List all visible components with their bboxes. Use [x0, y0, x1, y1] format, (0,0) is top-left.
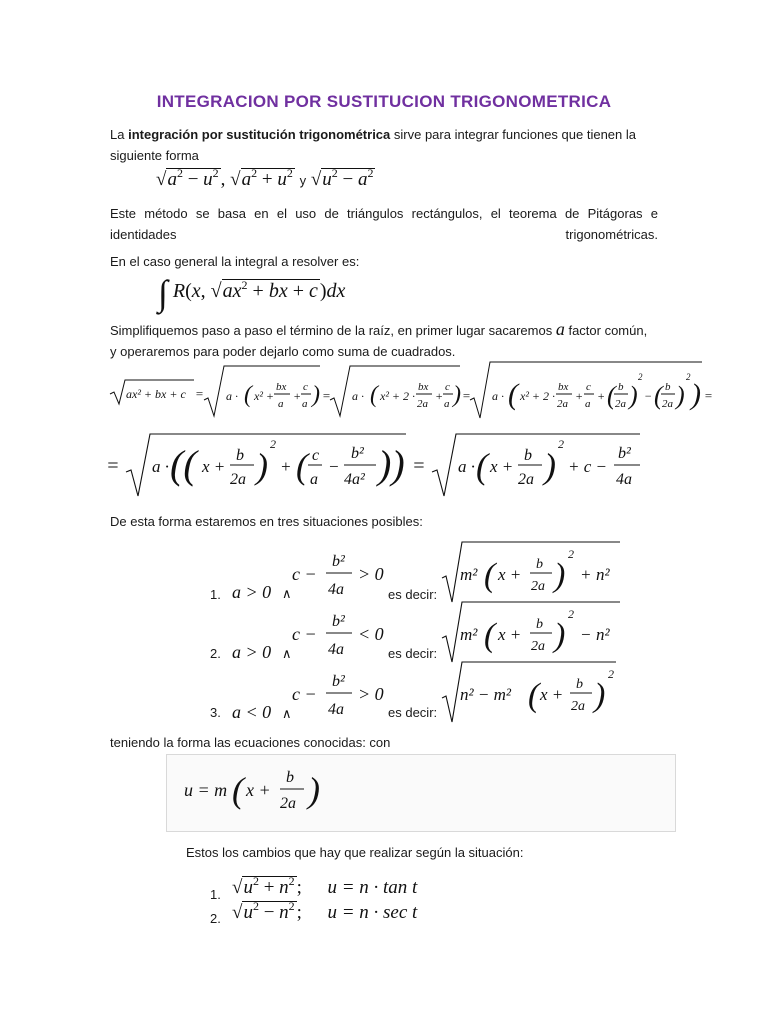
page-title: INTEGRACION POR SUSTITUCION TRIGONOMETRICA [156, 92, 612, 111]
svg-text:2a: 2a [557, 398, 568, 410]
svg-text:(: ( [607, 381, 616, 410]
svg-text:−: − [580, 625, 592, 644]
svg-text:(: ( [484, 557, 496, 594]
simplify-paragraph: Simplifiquemos paso a paso el término de la raíz, en primer lugar sacaremos a factor común, y operaremos para poder dejarlo como suma de cuadrados. [110, 319, 648, 359]
svg-text:x² +: x² + [254, 389, 275, 403]
svg-text:< 0: < 0 [358, 624, 384, 644]
svg-text:4a²: 4a² [344, 471, 365, 488]
svg-text:2: 2 [270, 437, 276, 451]
svg-text:2: 2 [638, 372, 643, 382]
svg-text:(: ( [244, 382, 252, 408]
known-eq-text: teniendo la forma las ecuaciones conocidas: con [110, 735, 391, 750]
svg-text:a ·: a · [492, 389, 504, 403]
svg-text:2a: 2a [571, 699, 585, 714]
svg-text:a ·: a · [226, 389, 238, 403]
svg-text:b²: b² [332, 613, 345, 630]
general-integral: ∫ R(x, $√ax^2$ + bx + c )dx [158, 273, 346, 313]
change-1-substitution: u = n · tan t [327, 877, 418, 898]
svg-text:c: c [312, 447, 320, 464]
situation-2-number: 2. [210, 646, 221, 661]
svg-text:4a: 4a [328, 641, 344, 658]
svg-text:=: = [106, 455, 120, 477]
svg-text:): ) [554, 557, 566, 594]
change-1-number: 1. [210, 887, 221, 902]
svg-text:x +: x + [202, 457, 226, 476]
svg-text:): ) [544, 446, 556, 486]
situation-1-condition [230, 540, 390, 604]
change-1-formula: $√u^2 + n^2$ ; u = n · tan t [232, 874, 418, 898]
svg-text:((: (( [170, 442, 197, 487]
svg-text:a: a [278, 398, 284, 410]
svg-text:> 0: > 0 [358, 564, 384, 584]
svg-text:(: ( [654, 381, 663, 410]
svg-text:b²: b² [332, 553, 345, 570]
svg-text:x +: x + [540, 685, 564, 704]
svg-text:a > 0: a > 0 [232, 642, 272, 662]
svg-text:m²: m² [460, 625, 478, 644]
svg-text:c −: c − [292, 684, 317, 704]
svg-text:a > 0: a > 0 [232, 582, 272, 602]
change-2-formula: $√u^2 - n^2$ ; u = n · sec t [232, 899, 418, 923]
svg-text:−: − [328, 457, 340, 476]
svg-text:c: c [303, 381, 308, 393]
simplify-text-1b: factor común, [568, 323, 648, 338]
svg-text:c −: c − [292, 564, 317, 584]
svg-text:2a: 2a [518, 471, 534, 488]
svg-text:2: 2 [558, 437, 564, 451]
svg-text:2: 2 [568, 547, 574, 561]
svg-text:b²: b² [618, 445, 631, 462]
svg-text:(: ( [528, 677, 540, 714]
svg-text:a: a [310, 471, 318, 488]
svg-text:): ) [312, 382, 320, 408]
svg-text:+: + [293, 389, 302, 403]
svg-text:): ) [629, 381, 638, 410]
svg-text:4a: 4a [616, 471, 632, 488]
svg-text:b: b [524, 447, 532, 464]
svg-text:n²: n² [596, 625, 610, 644]
svg-text:∧: ∧ [282, 706, 292, 721]
svg-text:b²: b² [351, 445, 364, 462]
simplify-text-2: y operaremos para poder dejarlo como suma de cuadrados. [110, 344, 456, 359]
svg-text:a ·: a · [152, 457, 169, 476]
situation-2-root [440, 598, 630, 666]
svg-text:bx: bx [558, 381, 569, 393]
derivation-line-1 [106, 360, 716, 430]
forms-connector: y [299, 173, 307, 188]
svg-text:(: ( [232, 770, 244, 810]
svg-text:): ) [676, 381, 685, 410]
situation-2-es-decir: es decir: [388, 646, 438, 661]
change-2-number: 2. [210, 911, 221, 926]
svg-text:∧: ∧ [282, 646, 292, 661]
svg-text:b: b [236, 447, 244, 464]
situation-3-condition [230, 660, 390, 724]
svg-text:+: + [575, 389, 584, 403]
svg-text:2a: 2a [662, 398, 673, 410]
situation-1-number: 1. [210, 587, 221, 602]
svg-text:(: ( [370, 382, 378, 408]
svg-text:a: a [585, 398, 591, 410]
intro-bold: integración por sustitución trigonométrica [128, 127, 391, 142]
svg-text:b: b [536, 557, 543, 572]
svg-text:x +: x + [498, 625, 522, 644]
svg-text:ax² + bx + c: ax² + bx + c [126, 387, 186, 401]
svg-text:a ·: a · [352, 389, 364, 403]
svg-text:)): )) [378, 442, 405, 487]
simplify-text-1: Simplifiquemos paso a paso el término de la raíz, en primer lugar sacaremos [110, 323, 553, 338]
svg-text:): ) [256, 446, 268, 486]
svg-text:x² + 2 ·: x² + 2 · [520, 389, 556, 403]
derivation-line-2 [106, 430, 666, 500]
situation-2-condition [230, 600, 390, 664]
svg-text:2: 2 [608, 667, 614, 681]
svg-text:−: − [644, 389, 653, 403]
svg-text:=: = [412, 455, 426, 477]
situation-1-es-decir: es decir: [388, 587, 438, 602]
svg-text:n²: n² [596, 565, 610, 584]
svg-text:x +: x + [490, 457, 514, 476]
svg-text:2a: 2a [280, 795, 296, 812]
svg-text:a < 0: a < 0 [232, 702, 272, 722]
svg-text:2a: 2a [531, 579, 545, 594]
svg-text:2a: 2a [417, 398, 428, 410]
svg-text:c −: c − [292, 624, 317, 644]
u-definition-formula [180, 760, 350, 824]
method-text: Este método se basa en el uso de triángulos rectángulos, el teorema de Pitágoras e identidades trigonométricas. [110, 206, 658, 242]
intro-prefix: La [110, 127, 129, 142]
svg-text:+: + [435, 389, 444, 403]
svg-text:n² − m²: n² − m² [460, 685, 511, 704]
svg-text:): ) [554, 617, 566, 654]
svg-text:(: ( [476, 446, 488, 486]
svg-text:x +: x + [498, 565, 522, 584]
svg-text:c: c [586, 381, 591, 393]
svg-text:b²: b² [332, 673, 345, 690]
svg-text:4a: 4a [328, 701, 344, 718]
svg-text:(: ( [484, 617, 496, 654]
svg-text:): ) [453, 382, 461, 408]
svg-text:x² + 2 ·: x² + 2 · [380, 389, 416, 403]
svg-text:a ·: a · [458, 457, 475, 476]
svg-text:bx: bx [418, 381, 429, 393]
svg-text:): ) [594, 677, 606, 714]
svg-text:+: + [580, 565, 592, 584]
svg-text:bx: bx [276, 381, 287, 393]
general-case-text: En el caso general la integral a resolver es: [110, 254, 360, 269]
situation-3-es-decir: es decir: [388, 705, 438, 720]
svg-text:b: b [576, 677, 583, 692]
svg-text:2: 2 [686, 372, 691, 382]
svg-text:+: + [280, 457, 292, 476]
svg-text:): ) [308, 770, 320, 810]
svg-text:2a: 2a [531, 639, 545, 654]
forms-formula: $√a^2 - u^2$ , $√a^2 + u^2$ y $√u^2 - a^2$ [156, 166, 374, 190]
svg-text:2a: 2a [615, 398, 626, 410]
svg-text:=: = [462, 388, 471, 403]
changes-text: Estos los cambios que hay que realizar según la situación: [186, 845, 524, 860]
intro-suffix: sirve para integrar funciones que tienen la siguiente forma [110, 127, 636, 163]
svg-text:): ) [691, 378, 701, 411]
intro-paragraph [110, 124, 658, 166]
svg-text:x +: x + [246, 780, 271, 800]
svg-text:=: = [322, 388, 331, 403]
svg-text:(: ( [508, 378, 518, 411]
svg-text:b: b [618, 381, 624, 393]
svg-text:b: b [665, 381, 671, 393]
svg-text:+: + [597, 389, 606, 403]
svg-text:b: b [536, 617, 543, 632]
svg-text:> 0: > 0 [358, 684, 384, 704]
svg-text:b: b [286, 769, 294, 786]
svg-text:∧: ∧ [282, 586, 292, 601]
method-paragraph [110, 203, 658, 245]
svg-text:=: = [195, 386, 204, 401]
svg-text:4a: 4a [328, 581, 344, 598]
situation-3-root [440, 658, 630, 726]
situations-text: De esta forma estaremos en tres situaciones posibles: [110, 514, 423, 529]
svg-text:2a: 2a [230, 471, 246, 488]
situation-3-number: 3. [210, 705, 221, 720]
svg-text:m²: m² [460, 565, 478, 584]
change-2-substitution: u = n · sec t [327, 902, 418, 923]
situation-1-root [440, 538, 630, 606]
svg-text:=: = [704, 388, 713, 403]
svg-text:+ c −: + c − [568, 457, 607, 476]
svg-text:2: 2 [568, 607, 574, 621]
svg-text:a: a [302, 398, 308, 410]
svg-text:c: c [445, 381, 450, 393]
svg-text:(: ( [296, 446, 308, 486]
svg-text:a: a [444, 398, 450, 410]
svg-text:u = m: u = m [184, 780, 228, 800]
